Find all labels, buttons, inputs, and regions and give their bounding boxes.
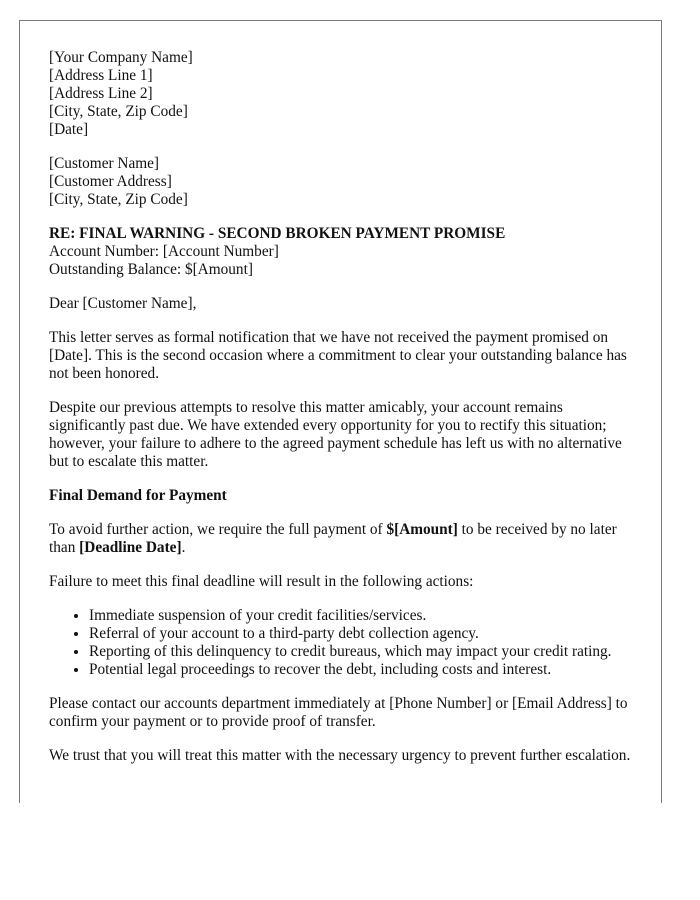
salutation: Dear [Customer Name], xyxy=(49,295,197,312)
sender-address-line-2: [Address Line 2] xyxy=(49,85,153,102)
sender-company: [Your Company Name] xyxy=(49,49,193,66)
demand-text-3: . xyxy=(181,539,186,556)
recipient-name: [Customer Name] xyxy=(49,155,160,172)
paragraph-contact: Please contact our accounts department immediately at [Phone Number] or [Email Address] to confirm your payment or to provide proof of transfer. xyxy=(49,695,628,730)
paragraph-past-due: Despite our previous attempts to resolve this matter amicably, your account remains significantly past due. We have extended every opportunity for you to rectify this situation; however, your failure to adhere to the agreed payment schedule has left us with no alternative but to escalate this matter. xyxy=(49,399,622,470)
sender-address-line-1: [Address Line 1] xyxy=(49,67,153,84)
action-item: • Reporting of this delinquency to credit bureaus, which may impact your credit rating. xyxy=(89,643,639,661)
consequence-intro: Failure to meet this final deadline will result in the following actions: xyxy=(49,573,474,590)
letter-date: [Date] xyxy=(49,121,89,138)
sender-city: [City, State, Zip Code] xyxy=(49,103,188,120)
outstanding-balance: Outstanding Balance: $[Amount] xyxy=(49,261,253,278)
sender-address xyxy=(49,49,639,139)
recipient-address xyxy=(49,155,639,209)
section-heading: Final Demand for Payment xyxy=(49,487,227,504)
paragraph-closing: We trust that you will treat this matter with the necessary urgency to prevent further escalation. xyxy=(49,747,631,764)
demand-text-1: To avoid further action, we require the full payment of xyxy=(49,521,387,538)
subject-block xyxy=(49,225,639,279)
actions-list xyxy=(49,607,639,679)
demand-text-2: to be received by no later than xyxy=(49,521,617,556)
paragraph-notification: This letter serves as formal notification that we have not received the payment promised on [Date]. This is the second occasion where a commitment to clear your outstanding balance has not been honored. xyxy=(49,329,627,382)
demand-amount: $[Amount] xyxy=(386,521,458,538)
paragraph-demand xyxy=(49,521,639,557)
subject-line: RE: FINAL WARNING - SECOND BROKEN PAYMENT PROMISE xyxy=(49,225,506,242)
recipient-city: [City, State, Zip Code] xyxy=(49,191,188,208)
demand-deadline: [Deadline Date] xyxy=(79,539,182,556)
account-number: Account Number: [Account Number] xyxy=(49,243,279,260)
action-item: • Referral of your account to a third-party debt collection agency. xyxy=(89,625,639,643)
action-item: • Potential legal proceedings to recover the debt, including costs and interest. xyxy=(89,661,639,679)
action-item: • Immediate suspension of your credit facilities/services. xyxy=(89,607,639,625)
recipient-street: [Customer Address] xyxy=(49,173,172,190)
letter-page xyxy=(19,20,662,803)
letter-body xyxy=(49,49,639,781)
